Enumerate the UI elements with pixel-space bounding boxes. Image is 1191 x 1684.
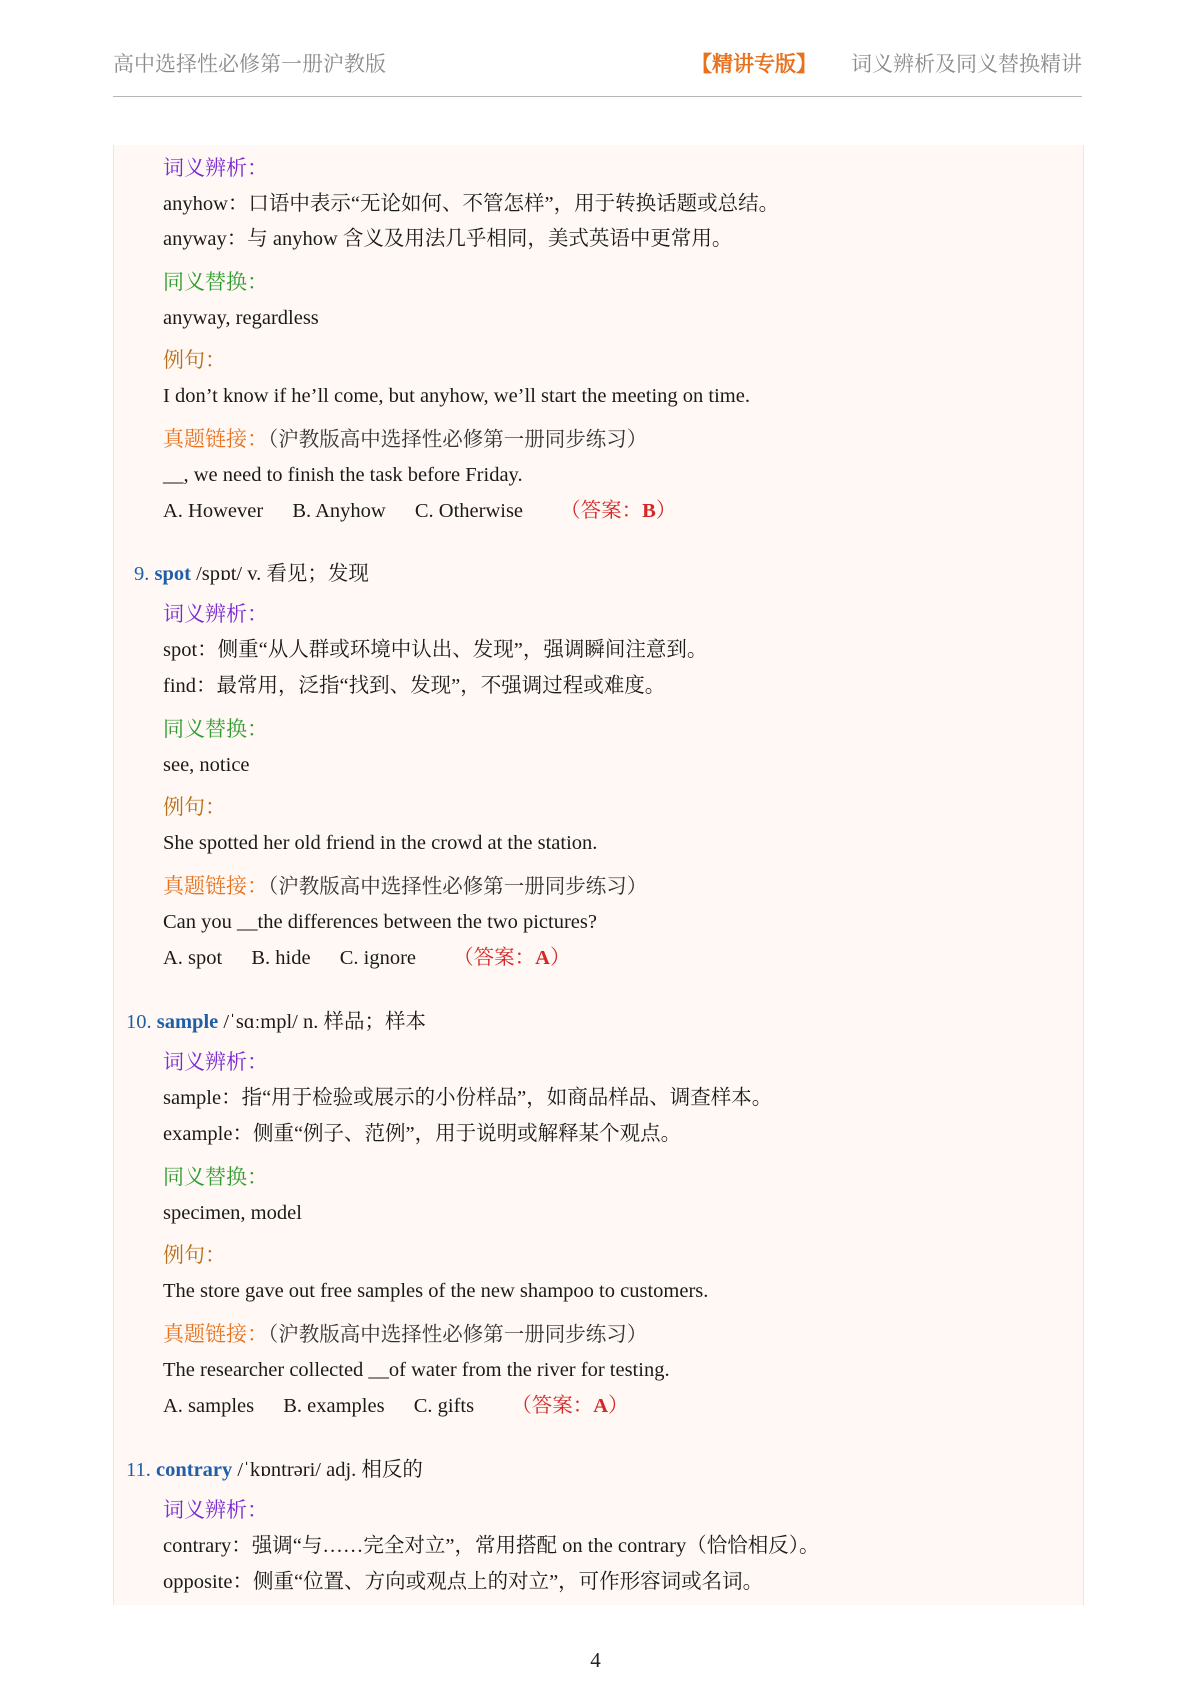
entry-pos-meaning: /ˈsɑːmpl/ n. 样品；样本	[218, 1011, 427, 1033]
entry-word: spot	[154, 563, 191, 585]
answer: （答案：B）	[560, 500, 677, 522]
option-c: C. ignore	[339, 947, 416, 969]
header-badge: 【精讲专版】	[691, 52, 817, 76]
option-c: C. Otherwise	[414, 500, 524, 522]
synonym-label: 同义替换：	[163, 1165, 268, 1189]
analysis-line: opposite：侧重“位置、方向或观点上的对立”，可作形容词或名词。	[163, 1571, 764, 1593]
analysis-label: 词义辨析：	[163, 156, 268, 180]
example-sentence: The store gave out free samples of the new shampoo to customers.	[163, 1280, 709, 1302]
exam-link-row	[163, 425, 647, 454]
exam-link-label: 真题链接：	[163, 427, 268, 451]
exam-link-label: 真题链接：	[163, 1322, 268, 1346]
option-a: A. samples	[163, 1395, 255, 1417]
exam-source: （沪教版高中选择性必修第一册同步练习）	[268, 429, 648, 451]
header-right	[691, 48, 1082, 78]
entry-heading	[126, 1456, 423, 1484]
analysis-label: 词义辨析：	[163, 1050, 268, 1074]
option-b: B. examples	[283, 1395, 385, 1417]
options-row	[163, 497, 676, 525]
page-number: 4	[590, 1648, 601, 1672]
synonym-text: specimen, model	[163, 1202, 302, 1224]
exam-source: （沪教版高中选择性必修第一册同步练习）	[268, 876, 648, 898]
example-label: 例句：	[163, 1243, 226, 1267]
analysis-line: spot：侧重“从人群或环境中认出、发现”，强调瞬间注意到。	[163, 639, 708, 661]
example-sentence: She spotted her old friend in the crowd at the station.	[163, 832, 598, 854]
options-row	[163, 944, 570, 972]
exam-link-row	[163, 1320, 647, 1349]
entry-heading	[134, 560, 369, 588]
exam-question: Can you __the differences between the two pictures?	[163, 911, 597, 933]
entry-word: sample	[156, 1011, 219, 1033]
exam-source: （沪教版高中选择性必修第一册同步练习）	[268, 1324, 648, 1346]
analysis-label: 词义辨析：	[163, 1498, 268, 1522]
entry-heading	[126, 1008, 426, 1036]
entry-pos-meaning: /ˈkɒntrəri/ adj. 相反的	[232, 1459, 423, 1481]
option-c: C. gifts	[413, 1395, 475, 1417]
header-book-title: 高中选择性必修第一册沪教版	[113, 52, 386, 76]
analysis-label: 词义辨析：	[163, 602, 268, 626]
option-b: B. hide	[251, 947, 311, 969]
option-b: B. Anyhow	[292, 500, 386, 522]
synonym-label: 同义替换：	[163, 717, 268, 741]
analysis-line: find：最常用，泛指“找到、发现”，不强调过程或难度。	[163, 675, 666, 697]
analysis-line: sample：指“用于检验或展示的小份样品”，如商品样品、调查样本。	[163, 1087, 773, 1109]
synonym-text: see, notice	[163, 754, 250, 776]
analysis-line: contrary：强调“与……完全对立”，常用搭配 on the contrary（恰恰相反）。	[163, 1535, 820, 1557]
entry-word: contrary	[156, 1459, 233, 1481]
analysis-line: anyway：与 anyhow 含义及用法几乎相同，美式英语中更常用。	[163, 228, 733, 250]
analysis-line: example：侧重“例子、范例”，用于说明或解释某个观点。	[163, 1123, 682, 1145]
answer: （答案：A）	[511, 1395, 629, 1417]
synonym-label: 同义替换：	[163, 270, 268, 294]
entry-pos-meaning: /spɒt/ v. 看见；发现	[190, 563, 369, 585]
exam-question: The researcher collected __of water from the river for testing.	[163, 1359, 670, 1381]
option-a: A. spot	[163, 947, 223, 969]
option-a: A. However	[163, 500, 264, 522]
exam-link-label: 真题链接：	[163, 874, 268, 898]
options-row	[163, 1392, 629, 1420]
header-section-title: 词义辨析及同义替换精讲	[851, 52, 1082, 76]
page-header	[113, 40, 1082, 97]
synonym-text: anyway, regardless	[163, 307, 319, 329]
entry-number: 9.	[134, 563, 150, 585]
answer: （答案：A）	[453, 947, 571, 969]
example-label: 例句：	[163, 795, 226, 819]
exam-link-row	[163, 872, 647, 901]
exam-question: __, we need to finish the task before Friday.	[163, 464, 523, 486]
example-sentence: I don’t know if he’ll come, but anyhow, we’ll start the meeting on time.	[163, 385, 750, 407]
entry-number: 10.	[126, 1011, 152, 1033]
example-label: 例句：	[163, 348, 226, 372]
entry-number: 11.	[126, 1459, 151, 1481]
analysis-line: anyhow：口语中表示“无论如何、不管怎样”，用于转换话题或总结。	[163, 193, 780, 215]
